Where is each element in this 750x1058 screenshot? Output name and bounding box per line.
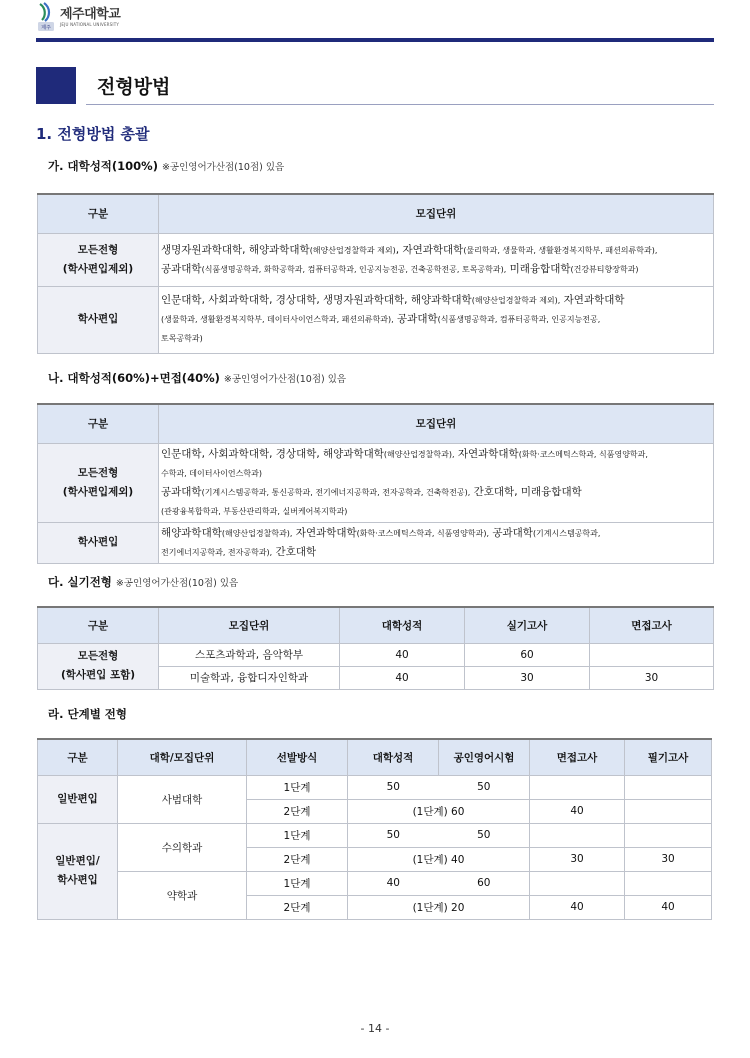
row-label: 모든전형 (학사편입제외)	[38, 443, 159, 522]
title-block	[36, 67, 76, 104]
unit-cell: 미술학과, 융합디자인학과	[159, 666, 340, 689]
grade-cell: 40	[348, 871, 439, 895]
unit-cell: 인문대학, 사회과학대학, 경상대학, 생명자원과학대학, 해양과학대학(해양산업경찰학과 제외), 자연과학대학 (생물학과, 생활환경복지학부, 데이터사이언스학과, 패션의류학과), 공과대학(식품생명공학과, 컴퓨터공학과, 인공지능전공, 토목공학과)	[159, 286, 714, 353]
written-cell	[625, 775, 712, 799]
university-logo	[36, 2, 120, 32]
written-cell	[625, 823, 712, 847]
written-cell	[625, 799, 712, 823]
interview-cell	[530, 823, 625, 847]
unit-cell: 약학과	[118, 871, 247, 919]
table-header: 대학성적	[340, 607, 465, 643]
table-header: 구분	[38, 607, 159, 643]
interview-cell: 30	[530, 847, 625, 871]
section-heading: 1. 전형방법 총괄	[36, 125, 150, 143]
practical-cell: 60	[465, 643, 590, 666]
table-row	[38, 823, 712, 847]
merged-score-cell: (1단계) 20	[348, 895, 530, 919]
stage-cell: 2단계	[247, 895, 348, 919]
interview-cell: 30	[590, 666, 714, 689]
stage-cell: 1단계	[247, 775, 348, 799]
interview-cell: 40	[530, 895, 625, 919]
grade-cell: 50	[348, 775, 439, 799]
table-header: 실기고사	[465, 607, 590, 643]
table-header: 공인영어시험	[439, 739, 530, 775]
title-underline	[86, 104, 714, 105]
grade-cell: 40	[340, 643, 465, 666]
page-number: - 14 -	[360, 1022, 390, 1035]
table-row	[38, 233, 714, 286]
interview-cell: 40	[530, 799, 625, 823]
svg-text:제주: 제주	[41, 25, 51, 31]
interview-cell	[590, 643, 714, 666]
logo-subtitle: JEJU NATIONAL UNIVERSITY	[60, 21, 120, 27]
row-label: 모든전형 (학사편입 포함)	[38, 643, 159, 689]
table-d	[37, 738, 712, 920]
unit-cell: 사범대학	[118, 775, 247, 823]
stage-cell: 1단계	[247, 871, 348, 895]
interview-cell	[530, 871, 625, 895]
subheading-a: 가. 대학성적(100%) ※공인영어가산점(10점) 있음	[48, 159, 285, 173]
table-header: 모집단위	[159, 194, 714, 233]
english-cell: 50	[439, 823, 530, 847]
header-bar	[36, 38, 714, 42]
table-a	[37, 193, 714, 354]
table-row	[38, 286, 714, 353]
stage-cell: 1단계	[247, 823, 348, 847]
subheading-b: 나. 대학성적(60%)+면접(40%) ※공인영어가산점(10점) 있음	[48, 371, 347, 385]
table-header: 구분	[38, 739, 118, 775]
unit-cell: 스포츠과학과, 음악학부	[159, 643, 340, 666]
university-emblem-icon	[36, 2, 56, 32]
subheading-c: 다. 실기전형 ※공인영어가산점(10점) 있음	[48, 575, 239, 589]
row-label: 모든전형 (학사편입제외)	[38, 233, 159, 286]
table-row	[38, 775, 712, 799]
table-header: 선발방식	[247, 739, 348, 775]
table-c	[37, 606, 714, 690]
interview-cell	[530, 775, 625, 799]
grade-cell: 40	[340, 666, 465, 689]
table-header: 모집단위	[159, 404, 714, 443]
stage-cell: 2단계	[247, 799, 348, 823]
logo-name: 제주대학교	[60, 6, 121, 22]
merged-score-cell: (1단계) 40	[348, 847, 530, 871]
english-cell: 50	[439, 775, 530, 799]
written-cell: 30	[625, 847, 712, 871]
table-header: 구분	[38, 404, 159, 443]
written-cell	[625, 871, 712, 895]
unit-cell: 수의학과	[118, 823, 247, 871]
table-header: 구분	[38, 194, 159, 233]
table-b	[37, 403, 714, 564]
group-label: 일반편입/ 학사편입	[38, 823, 118, 919]
table-row	[38, 643, 714, 666]
written-cell: 40	[625, 895, 712, 919]
table-header: 면접고사	[530, 739, 625, 775]
merged-score-cell: (1단계) 60	[348, 799, 530, 823]
table-header: 필기고사	[625, 739, 712, 775]
row-label: 학사편입	[38, 286, 159, 353]
group-label: 일반편입	[38, 775, 118, 823]
table-row	[38, 871, 712, 895]
table-header: 면접고사	[590, 607, 714, 643]
unit-cell: 해양과학대학(해양산업경찰학과), 자연과학대학(화학·코스메틱스학과, 식품영양학과), 공과대학(기계시스템공학과, 전기에너지공학과, 전자공학과), 간호대학	[159, 522, 714, 563]
table-header: 모집단위	[159, 607, 340, 643]
table-row	[38, 522, 714, 563]
page-title: 전형방법	[97, 76, 171, 98]
table-row	[38, 443, 714, 522]
practical-cell: 30	[465, 666, 590, 689]
unit-cell: 생명자원과학대학, 해양과학대학(해양산업경찰학과 제외), 자연과학대학(물리학과, 생물학과, 생활환경복지학부, 패션의류학과), 공과대학(식품생명공학과, 화학공학과, 컴퓨터공학과, 인공지능전공, 건축공학전공, 토목공학과), 미래융합대학(건강뷰티향장학과)	[159, 233, 714, 286]
row-label: 학사편입	[38, 522, 159, 563]
grade-cell: 50	[348, 823, 439, 847]
stage-cell: 2단계	[247, 847, 348, 871]
unit-cell: 인문대학, 사회과학대학, 경상대학, 해양과학대학(해양산업경찰학과), 자연과학대학(화학·코스메틱스학과, 식품영양학과, 수학과, 데이터사이언스학과) 공과대학(기계시스템공학과, 통신공학과, 전기에너지공학과, 전자공학과, 건축학전공), 간호대학, 미래융합대학 (관광융복합학과, 부동산관리학과, 실버케어복지학과)	[159, 443, 714, 522]
table-header: 대학/모집단위	[118, 739, 247, 775]
subheading-d: 라. 단계별 전형	[48, 707, 128, 721]
table-header: 대학성적	[348, 739, 439, 775]
english-cell: 60	[439, 871, 530, 895]
